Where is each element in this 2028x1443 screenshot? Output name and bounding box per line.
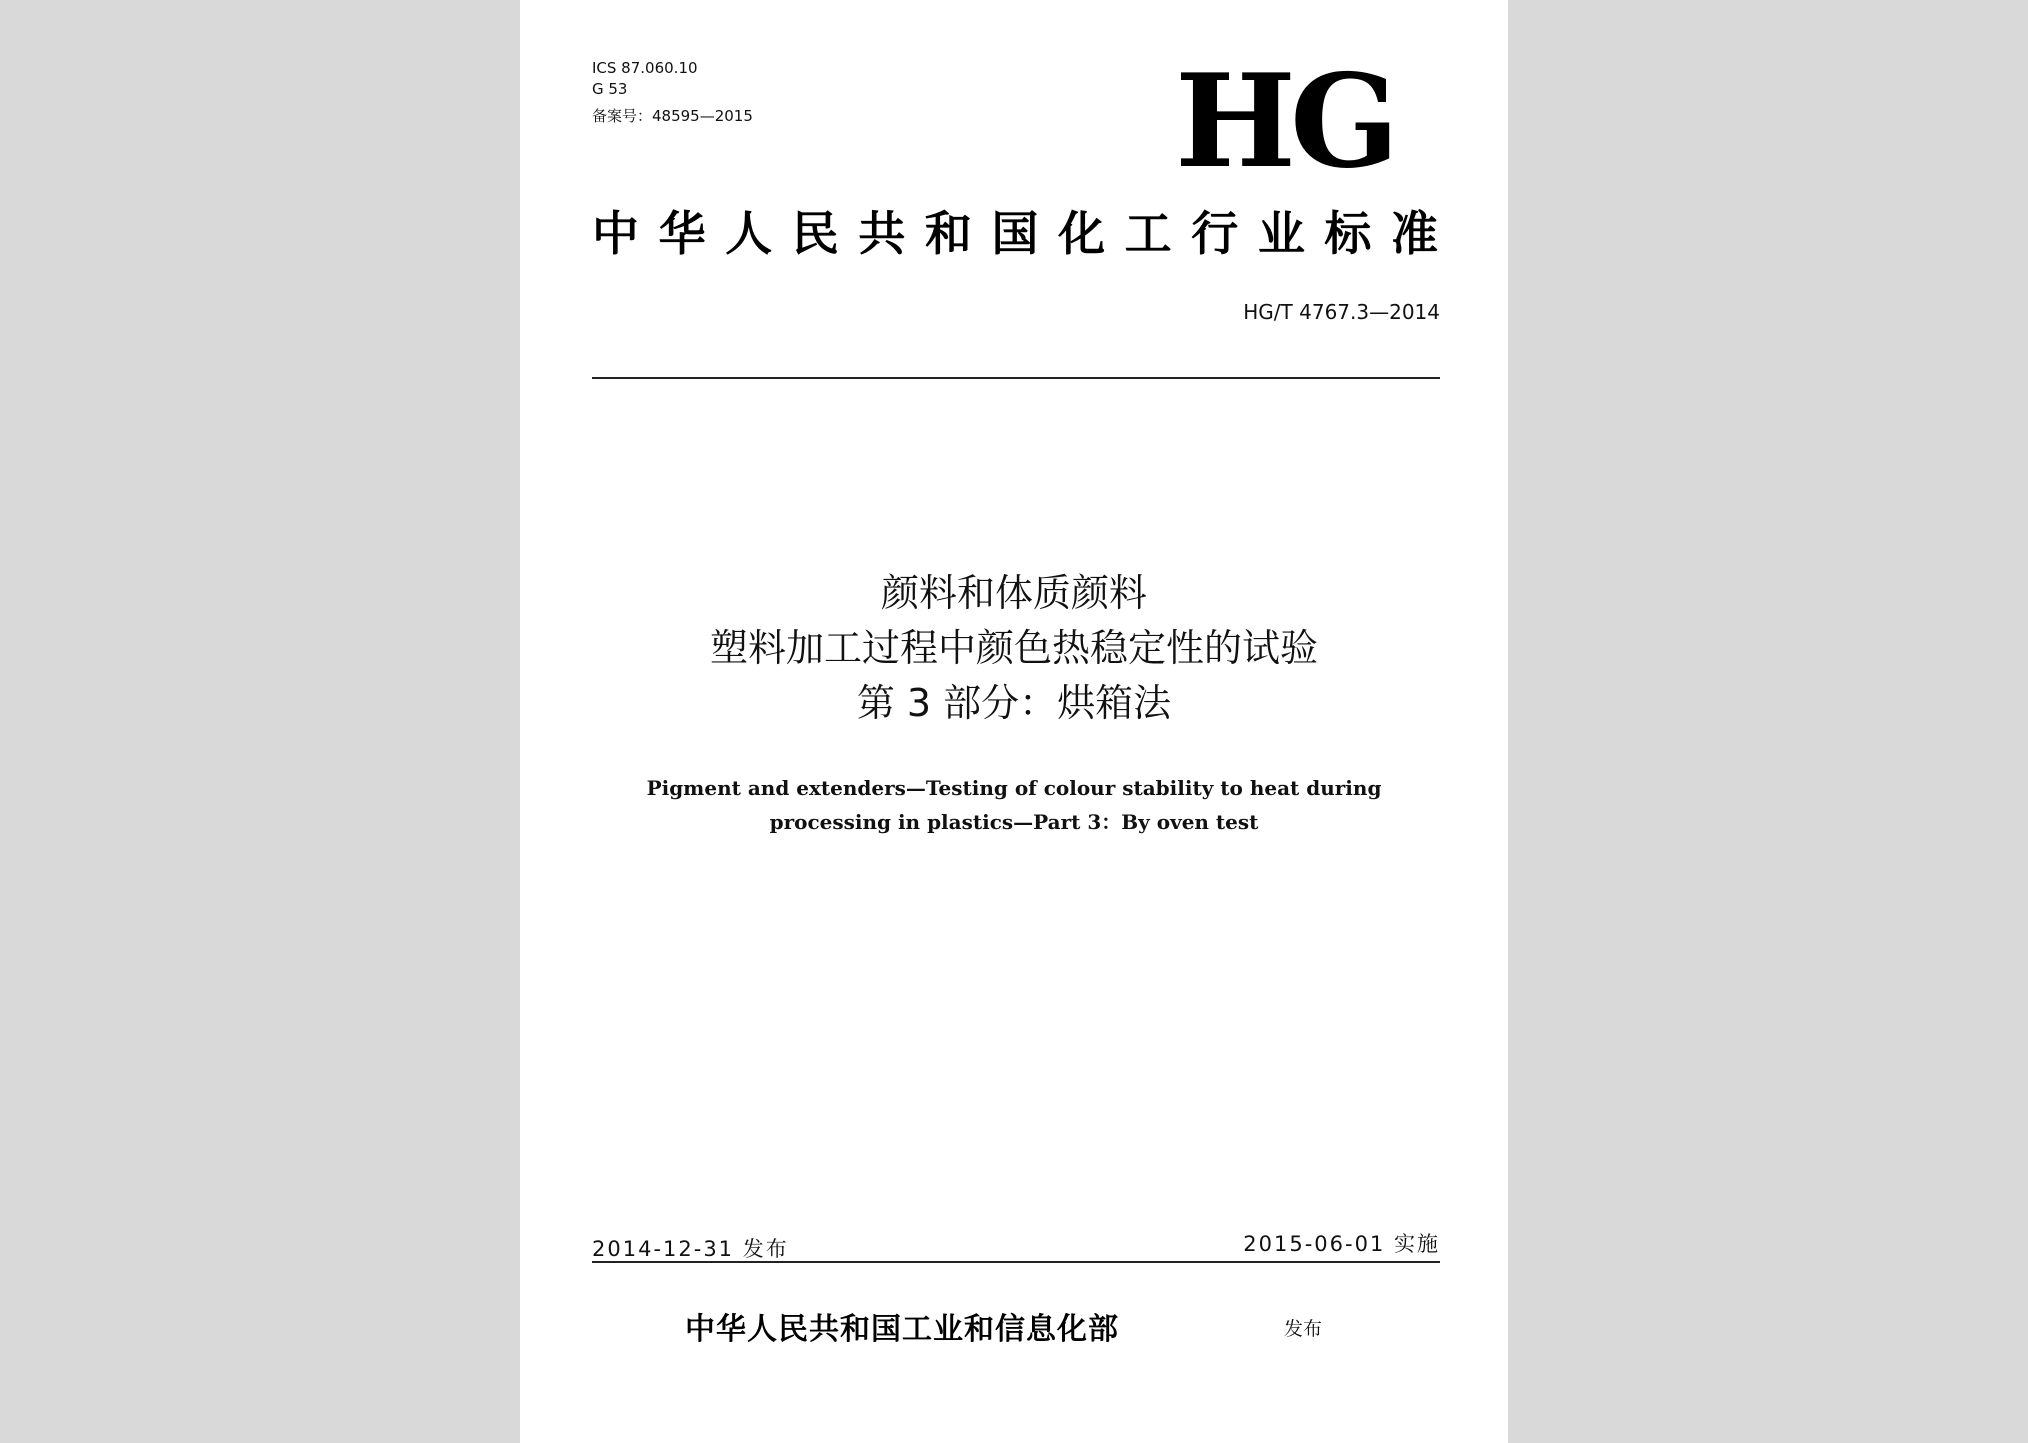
ics-code: ICS 87.060.10: [592, 59, 698, 77]
standard-number: HG/T 4767.3—2014: [1243, 300, 1440, 324]
title-cn-line-1: 颜料和体质颜料: [880, 571, 1147, 615]
title-en-line-1: Pigment and extenders—Testing of colour stability to heat during: [646, 776, 1382, 800]
header-divider: [592, 377, 1440, 379]
title-en-line-2: processing in plastics—Part 3：By oven test: [769, 810, 1259, 834]
hg-logo: HG: [1175, 47, 1394, 197]
issuing-label: 发布: [1284, 1318, 1323, 1340]
issue-date: 2014-12-31 发布: [592, 1237, 789, 1261]
issuing-authority: 中华人民共和国工业和信息化部: [685, 1312, 1119, 1347]
document-page: [520, 0, 1508, 1443]
classification-code: G 53: [592, 80, 628, 98]
footer-divider: [592, 1261, 1440, 1263]
title-cn-line-3: 第 3 部分：烘箱法: [856, 681, 1172, 725]
standard-organization: 中华人民共和国化工行业标准: [592, 207, 1438, 262]
title-cn-line-2: 塑料加工过程中颜色热稳定性的试验: [709, 626, 1318, 670]
record-number: 备案号：48595—2015: [592, 107, 753, 125]
effective-date: 2015-06-01 实施: [1243, 1232, 1440, 1256]
